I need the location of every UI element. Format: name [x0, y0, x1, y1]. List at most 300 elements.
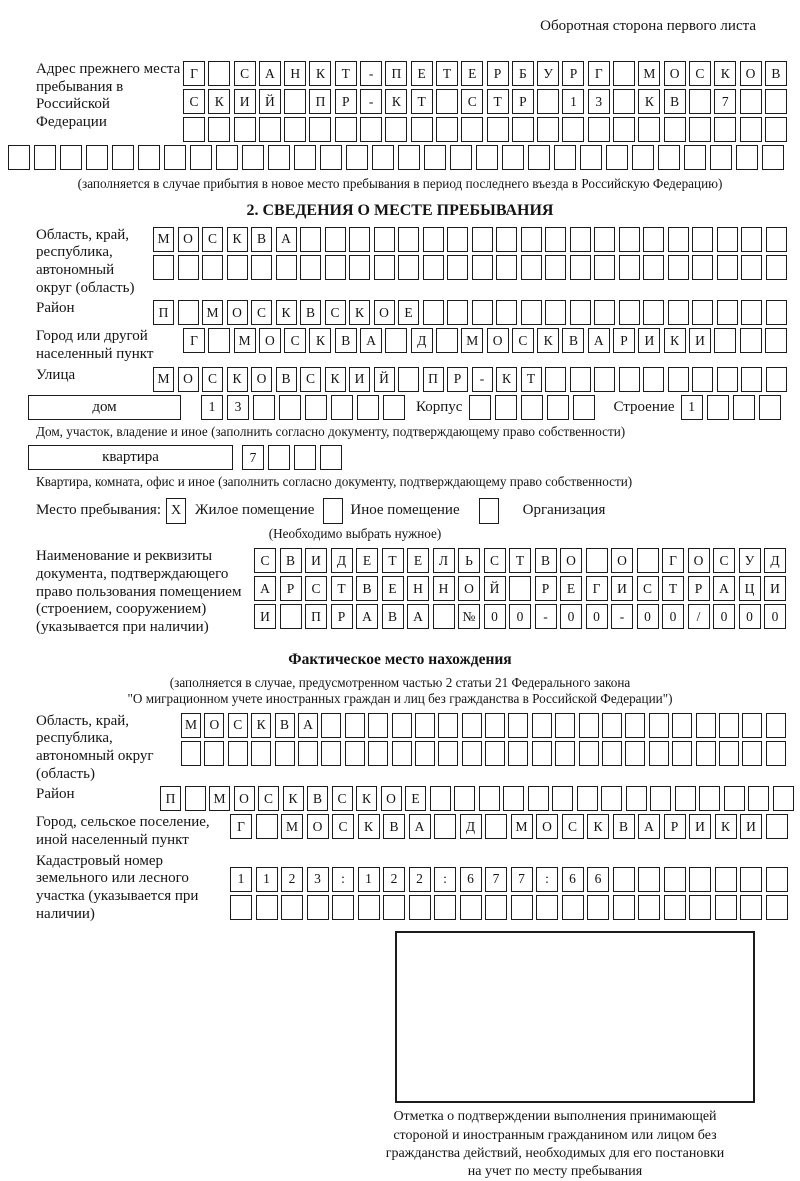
char-cell[interactable]	[423, 227, 444, 252]
char-cell[interactable]	[740, 895, 762, 920]
char-cell[interactable]	[766, 367, 787, 392]
char-cell[interactable]	[588, 117, 610, 142]
char-cell[interactable]: К	[664, 328, 686, 353]
char-cell[interactable]: Г	[662, 548, 684, 573]
char-cell[interactable]	[545, 300, 566, 325]
char-cell[interactable]: -	[535, 604, 557, 629]
char-cell[interactable]	[8, 145, 30, 170]
char-cell[interactable]: Ь	[458, 548, 480, 573]
char-cell[interactable]: Ц	[739, 576, 761, 601]
char-cell[interactable]	[331, 395, 353, 420]
char-cell[interactable]	[664, 867, 686, 892]
char-cell[interactable]: Д	[411, 328, 433, 353]
char-cell[interactable]	[632, 145, 654, 170]
char-cell[interactable]	[434, 814, 456, 839]
char-cell[interactable]: О	[536, 814, 558, 839]
char-cell[interactable]: И	[305, 548, 327, 573]
char-cell[interactable]	[345, 713, 365, 738]
char-cell[interactable]: О	[178, 227, 199, 252]
char-cell[interactable]: Г	[183, 328, 205, 353]
char-cell[interactable]	[372, 145, 394, 170]
char-cell[interactable]	[619, 367, 640, 392]
char-cell[interactable]: /	[688, 604, 710, 629]
char-cell[interactable]: Р	[613, 328, 635, 353]
char-cell[interactable]: В	[383, 814, 405, 839]
char-cell[interactable]	[570, 227, 591, 252]
char-cell[interactable]	[447, 227, 468, 252]
char-cell[interactable]: 7	[485, 867, 507, 892]
char-cell[interactable]	[715, 867, 737, 892]
char-cell[interactable]: 1	[256, 867, 278, 892]
char-cell[interactable]	[619, 255, 640, 280]
char-cell[interactable]	[643, 255, 664, 280]
char-cell[interactable]: В	[535, 548, 557, 573]
char-cell[interactable]	[649, 713, 669, 738]
char-cell[interactable]	[759, 395, 781, 420]
char-cell[interactable]	[368, 713, 388, 738]
char-cell[interactable]	[268, 445, 290, 470]
char-cell[interactable]	[765, 117, 787, 142]
char-cell[interactable]: К	[349, 300, 370, 325]
char-cell[interactable]: О	[227, 300, 248, 325]
char-cell[interactable]	[280, 604, 302, 629]
char-cell[interactable]: :	[332, 867, 354, 892]
char-cell[interactable]: С	[562, 814, 584, 839]
char-cell[interactable]	[528, 786, 549, 811]
char-cell[interactable]: 0	[764, 604, 786, 629]
char-cell[interactable]: Р	[447, 367, 468, 392]
char-cell[interactable]: И	[689, 814, 711, 839]
char-cell[interactable]: О	[251, 367, 272, 392]
char-cell[interactable]: К	[587, 814, 609, 839]
char-cell[interactable]: П	[309, 89, 331, 114]
char-cell[interactable]	[485, 713, 505, 738]
char-cell[interactable]	[495, 395, 517, 420]
char-cell[interactable]	[668, 227, 689, 252]
char-cell[interactable]	[454, 786, 475, 811]
char-cell[interactable]	[436, 328, 458, 353]
char-cell[interactable]: В	[300, 300, 321, 325]
char-cell[interactable]: Т	[335, 61, 357, 86]
char-cell[interactable]	[714, 117, 736, 142]
char-cell[interactable]: А	[276, 227, 297, 252]
char-cell[interactable]: К	[714, 61, 736, 86]
char-cell[interactable]	[762, 145, 784, 170]
char-cell[interactable]	[521, 300, 542, 325]
char-cell[interactable]: О	[560, 548, 582, 573]
char-cell[interactable]: 0	[509, 604, 531, 629]
char-cell[interactable]: И	[740, 814, 762, 839]
char-cell[interactable]	[411, 117, 433, 142]
char-cell[interactable]: Р	[280, 576, 302, 601]
char-cell[interactable]	[349, 227, 370, 252]
char-cell[interactable]	[227, 255, 248, 280]
char-cell[interactable]: И	[638, 328, 660, 353]
char-cell[interactable]: М	[281, 814, 303, 839]
char-cell[interactable]	[637, 548, 659, 573]
char-cell[interactable]: В	[275, 713, 295, 738]
char-cell[interactable]	[766, 255, 787, 280]
char-cell[interactable]: А	[298, 713, 318, 738]
char-cell[interactable]: В	[356, 576, 378, 601]
char-cell[interactable]	[740, 867, 762, 892]
char-cell[interactable]	[717, 227, 738, 252]
char-cell[interactable]: 3	[227, 395, 249, 420]
char-cell[interactable]	[742, 713, 762, 738]
char-cell[interactable]: К	[208, 89, 230, 114]
char-cell[interactable]	[268, 145, 290, 170]
char-cell[interactable]: О	[374, 300, 395, 325]
char-cell[interactable]	[438, 713, 458, 738]
char-cell[interactable]	[447, 255, 468, 280]
char-cell[interactable]	[374, 255, 395, 280]
char-cell[interactable]: 0	[637, 604, 659, 629]
char-cell[interactable]: 6	[562, 867, 584, 892]
char-cell[interactable]	[423, 300, 444, 325]
char-cell[interactable]	[672, 713, 692, 738]
house-type-box[interactable]: дом	[28, 395, 181, 420]
char-cell[interactable]	[580, 145, 602, 170]
char-cell[interactable]	[552, 786, 573, 811]
char-cell[interactable]: М	[461, 328, 483, 353]
char-cell[interactable]: С	[254, 548, 276, 573]
char-cell[interactable]: Т	[331, 576, 353, 601]
char-cell[interactable]	[545, 227, 566, 252]
char-cell[interactable]	[766, 300, 787, 325]
char-cell[interactable]: О	[381, 786, 402, 811]
char-cell[interactable]: С	[325, 300, 346, 325]
char-cell[interactable]	[766, 814, 788, 839]
char-cell[interactable]	[208, 328, 230, 353]
char-cell[interactable]	[479, 786, 500, 811]
char-cell[interactable]: Р	[335, 89, 357, 114]
char-cell[interactable]: 0	[662, 604, 684, 629]
char-cell[interactable]: К	[358, 814, 380, 839]
char-cell[interactable]: Т	[521, 367, 542, 392]
char-cell[interactable]: 7	[511, 867, 533, 892]
char-cell[interactable]: С	[713, 548, 735, 573]
char-cell[interactable]	[385, 117, 407, 142]
char-cell[interactable]: О	[664, 61, 686, 86]
char-cell[interactable]	[164, 145, 186, 170]
char-cell[interactable]	[619, 300, 640, 325]
char-cell[interactable]: Т	[662, 576, 684, 601]
char-cell[interactable]	[496, 255, 517, 280]
char-cell[interactable]: В	[382, 604, 404, 629]
char-cell[interactable]	[555, 713, 575, 738]
char-cell[interactable]	[689, 867, 711, 892]
char-cell[interactable]	[528, 145, 550, 170]
char-cell[interactable]: М	[181, 713, 201, 738]
char-cell[interactable]: Е	[405, 786, 426, 811]
char-cell[interactable]: С	[300, 367, 321, 392]
char-cell[interactable]: С	[689, 61, 711, 86]
char-cell[interactable]: С	[332, 814, 354, 839]
char-cell[interactable]: Е	[382, 576, 404, 601]
char-cell[interactable]: А	[638, 814, 660, 839]
char-cell[interactable]: И	[254, 604, 276, 629]
char-cell[interactable]	[643, 300, 664, 325]
char-cell[interactable]: К	[227, 227, 248, 252]
char-cell[interactable]: Н	[284, 61, 306, 86]
char-cell[interactable]	[684, 145, 706, 170]
char-cell[interactable]	[485, 814, 507, 839]
char-cell[interactable]	[664, 895, 686, 920]
char-cell[interactable]	[509, 576, 531, 601]
char-cell[interactable]: С	[284, 328, 306, 353]
checkbox-organization[interactable]	[479, 498, 499, 524]
char-cell[interactable]: Р	[688, 576, 710, 601]
char-cell[interactable]: С	[332, 786, 353, 811]
char-cell[interactable]	[460, 895, 482, 920]
char-cell[interactable]	[253, 395, 275, 420]
char-cell[interactable]	[613, 89, 635, 114]
char-cell[interactable]: В	[335, 328, 357, 353]
char-cell[interactable]: 0	[586, 604, 608, 629]
char-cell[interactable]	[602, 741, 622, 766]
char-cell[interactable]	[547, 395, 569, 420]
char-cell[interactable]: С	[202, 227, 223, 252]
char-cell[interactable]: Д	[460, 814, 482, 839]
char-cell[interactable]	[472, 227, 493, 252]
char-cell[interactable]: 6	[460, 867, 482, 892]
char-cell[interactable]	[204, 741, 224, 766]
char-cell[interactable]	[178, 300, 199, 325]
char-cell[interactable]	[447, 300, 468, 325]
char-cell[interactable]	[577, 786, 598, 811]
char-cell[interactable]	[503, 786, 524, 811]
char-cell[interactable]	[766, 713, 786, 738]
char-cell[interactable]: К	[385, 89, 407, 114]
char-cell[interactable]: С	[461, 89, 483, 114]
char-cell[interactable]	[594, 367, 615, 392]
char-cell[interactable]: С	[202, 367, 223, 392]
char-cell[interactable]	[554, 145, 576, 170]
char-cell[interactable]	[438, 741, 458, 766]
char-cell[interactable]: №	[458, 604, 480, 629]
char-cell[interactable]: 1	[358, 867, 380, 892]
char-cell[interactable]: П	[153, 300, 174, 325]
char-cell[interactable]: А	[259, 61, 281, 86]
char-cell[interactable]: Т	[509, 548, 531, 573]
char-cell[interactable]	[360, 117, 382, 142]
char-cell[interactable]	[185, 786, 206, 811]
char-cell[interactable]	[256, 814, 278, 839]
char-cell[interactable]	[320, 445, 342, 470]
char-cell[interactable]: О	[234, 786, 255, 811]
char-cell[interactable]: 0	[484, 604, 506, 629]
char-cell[interactable]: К	[356, 786, 377, 811]
char-cell[interactable]	[60, 145, 82, 170]
char-cell[interactable]: С	[512, 328, 534, 353]
char-cell[interactable]	[537, 117, 559, 142]
char-cell[interactable]: 2	[383, 867, 405, 892]
char-cell[interactable]	[658, 145, 680, 170]
char-cell[interactable]: К	[496, 367, 517, 392]
char-cell[interactable]	[508, 741, 528, 766]
char-cell[interactable]: :	[434, 867, 456, 892]
char-cell[interactable]	[409, 895, 431, 920]
char-cell[interactable]	[294, 145, 316, 170]
char-cell[interactable]	[672, 741, 692, 766]
char-cell[interactable]	[216, 145, 238, 170]
char-cell[interactable]: В	[613, 814, 635, 839]
char-cell[interactable]: 7	[714, 89, 736, 114]
apartment-type-box[interactable]: квартира	[28, 445, 233, 470]
char-cell[interactable]: А	[588, 328, 610, 353]
char-cell[interactable]	[398, 227, 419, 252]
char-cell[interactable]	[668, 255, 689, 280]
char-cell[interactable]	[696, 741, 716, 766]
char-cell[interactable]	[773, 786, 794, 811]
char-cell[interactable]: В	[276, 367, 297, 392]
char-cell[interactable]: Й	[374, 367, 395, 392]
char-cell[interactable]	[532, 741, 552, 766]
char-cell[interactable]	[555, 741, 575, 766]
char-cell[interactable]	[740, 89, 762, 114]
char-cell[interactable]: О	[487, 328, 509, 353]
char-cell[interactable]	[692, 367, 713, 392]
char-cell[interactable]	[496, 227, 517, 252]
char-cell[interactable]	[511, 895, 533, 920]
char-cell[interactable]: П	[423, 367, 444, 392]
char-cell[interactable]: С	[251, 300, 272, 325]
char-cell[interactable]	[736, 145, 758, 170]
char-cell[interactable]	[741, 255, 762, 280]
char-cell[interactable]	[692, 255, 713, 280]
char-cell[interactable]: В	[765, 61, 787, 86]
char-cell[interactable]	[345, 741, 365, 766]
char-cell[interactable]: 6	[587, 867, 609, 892]
char-cell[interactable]: П	[385, 61, 407, 86]
char-cell[interactable]	[675, 786, 696, 811]
char-cell[interactable]	[469, 395, 491, 420]
char-cell[interactable]	[570, 367, 591, 392]
char-cell[interactable]: 1	[681, 395, 703, 420]
char-cell[interactable]	[719, 741, 739, 766]
char-cell[interactable]	[424, 145, 446, 170]
char-cell[interactable]: 0	[560, 604, 582, 629]
char-cell[interactable]: У	[537, 61, 559, 86]
char-cell[interactable]	[689, 895, 711, 920]
char-cell[interactable]: Г	[586, 576, 608, 601]
char-cell[interactable]: Р	[512, 89, 534, 114]
char-cell[interactable]: А	[356, 604, 378, 629]
char-cell[interactable]	[433, 604, 455, 629]
char-cell[interactable]: К	[283, 786, 304, 811]
char-cell[interactable]: К	[276, 300, 297, 325]
char-cell[interactable]	[740, 117, 762, 142]
char-cell[interactable]: М	[638, 61, 660, 86]
char-cell[interactable]: 3	[588, 89, 610, 114]
char-cell[interactable]	[594, 227, 615, 252]
char-cell[interactable]: И	[234, 89, 256, 114]
char-cell[interactable]: М	[153, 227, 174, 252]
char-cell[interactable]	[251, 741, 271, 766]
char-cell[interactable]	[689, 117, 711, 142]
char-cell[interactable]: 1	[562, 89, 584, 114]
char-cell[interactable]: М	[153, 367, 174, 392]
char-cell[interactable]	[472, 300, 493, 325]
char-cell[interactable]	[461, 117, 483, 142]
char-cell[interactable]: Н	[407, 576, 429, 601]
char-cell[interactable]	[300, 227, 321, 252]
char-cell[interactable]	[668, 300, 689, 325]
char-cell[interactable]: И	[611, 576, 633, 601]
char-cell[interactable]: К	[638, 89, 660, 114]
char-cell[interactable]	[562, 117, 584, 142]
char-cell[interactable]: П	[305, 604, 327, 629]
char-cell[interactable]	[34, 145, 56, 170]
char-cell[interactable]	[178, 255, 199, 280]
char-cell[interactable]	[613, 867, 635, 892]
char-cell[interactable]: Д	[331, 548, 353, 573]
char-cell[interactable]: К	[309, 61, 331, 86]
char-cell[interactable]: Г	[183, 61, 205, 86]
char-cell[interactable]	[594, 300, 615, 325]
char-cell[interactable]	[284, 117, 306, 142]
char-cell[interactable]	[586, 548, 608, 573]
char-cell[interactable]	[434, 895, 456, 920]
char-cell[interactable]	[699, 786, 720, 811]
char-cell[interactable]: Е	[411, 61, 433, 86]
char-cell[interactable]: Р	[664, 814, 686, 839]
char-cell[interactable]: К	[715, 814, 737, 839]
char-cell[interactable]	[398, 367, 419, 392]
char-cell[interactable]	[766, 867, 788, 892]
char-cell[interactable]	[532, 713, 552, 738]
char-cell[interactable]	[573, 395, 595, 420]
char-cell[interactable]	[415, 713, 435, 738]
char-cell[interactable]: -	[360, 61, 382, 86]
char-cell[interactable]: П	[160, 786, 181, 811]
char-cell[interactable]	[664, 117, 686, 142]
char-cell[interactable]: :	[536, 867, 558, 892]
char-cell[interactable]	[643, 227, 664, 252]
char-cell[interactable]	[717, 255, 738, 280]
char-cell[interactable]: И	[764, 576, 786, 601]
char-cell[interactable]: О	[307, 814, 329, 839]
char-cell[interactable]: Г	[588, 61, 610, 86]
char-cell[interactable]	[594, 255, 615, 280]
char-cell[interactable]: -	[472, 367, 493, 392]
char-cell[interactable]	[766, 895, 788, 920]
char-cell[interactable]	[579, 713, 599, 738]
char-cell[interactable]: О	[611, 548, 633, 573]
char-cell[interactable]: С	[228, 713, 248, 738]
char-cell[interactable]: А	[409, 814, 431, 839]
char-cell[interactable]	[398, 145, 420, 170]
char-cell[interactable]: М	[511, 814, 533, 839]
char-cell[interactable]	[613, 117, 635, 142]
char-cell[interactable]	[536, 895, 558, 920]
char-cell[interactable]	[715, 895, 737, 920]
char-cell[interactable]: С	[305, 576, 327, 601]
char-cell[interactable]	[692, 300, 713, 325]
char-cell[interactable]	[766, 741, 786, 766]
char-cell[interactable]: 0	[739, 604, 761, 629]
char-cell[interactable]: Д	[764, 548, 786, 573]
char-cell[interactable]	[138, 145, 160, 170]
char-cell[interactable]	[300, 255, 321, 280]
char-cell[interactable]	[643, 367, 664, 392]
char-cell[interactable]	[638, 117, 660, 142]
char-cell[interactable]	[202, 255, 223, 280]
char-cell[interactable]	[512, 117, 534, 142]
char-cell[interactable]	[234, 117, 256, 142]
char-cell[interactable]: В	[251, 227, 272, 252]
char-cell[interactable]	[562, 895, 584, 920]
